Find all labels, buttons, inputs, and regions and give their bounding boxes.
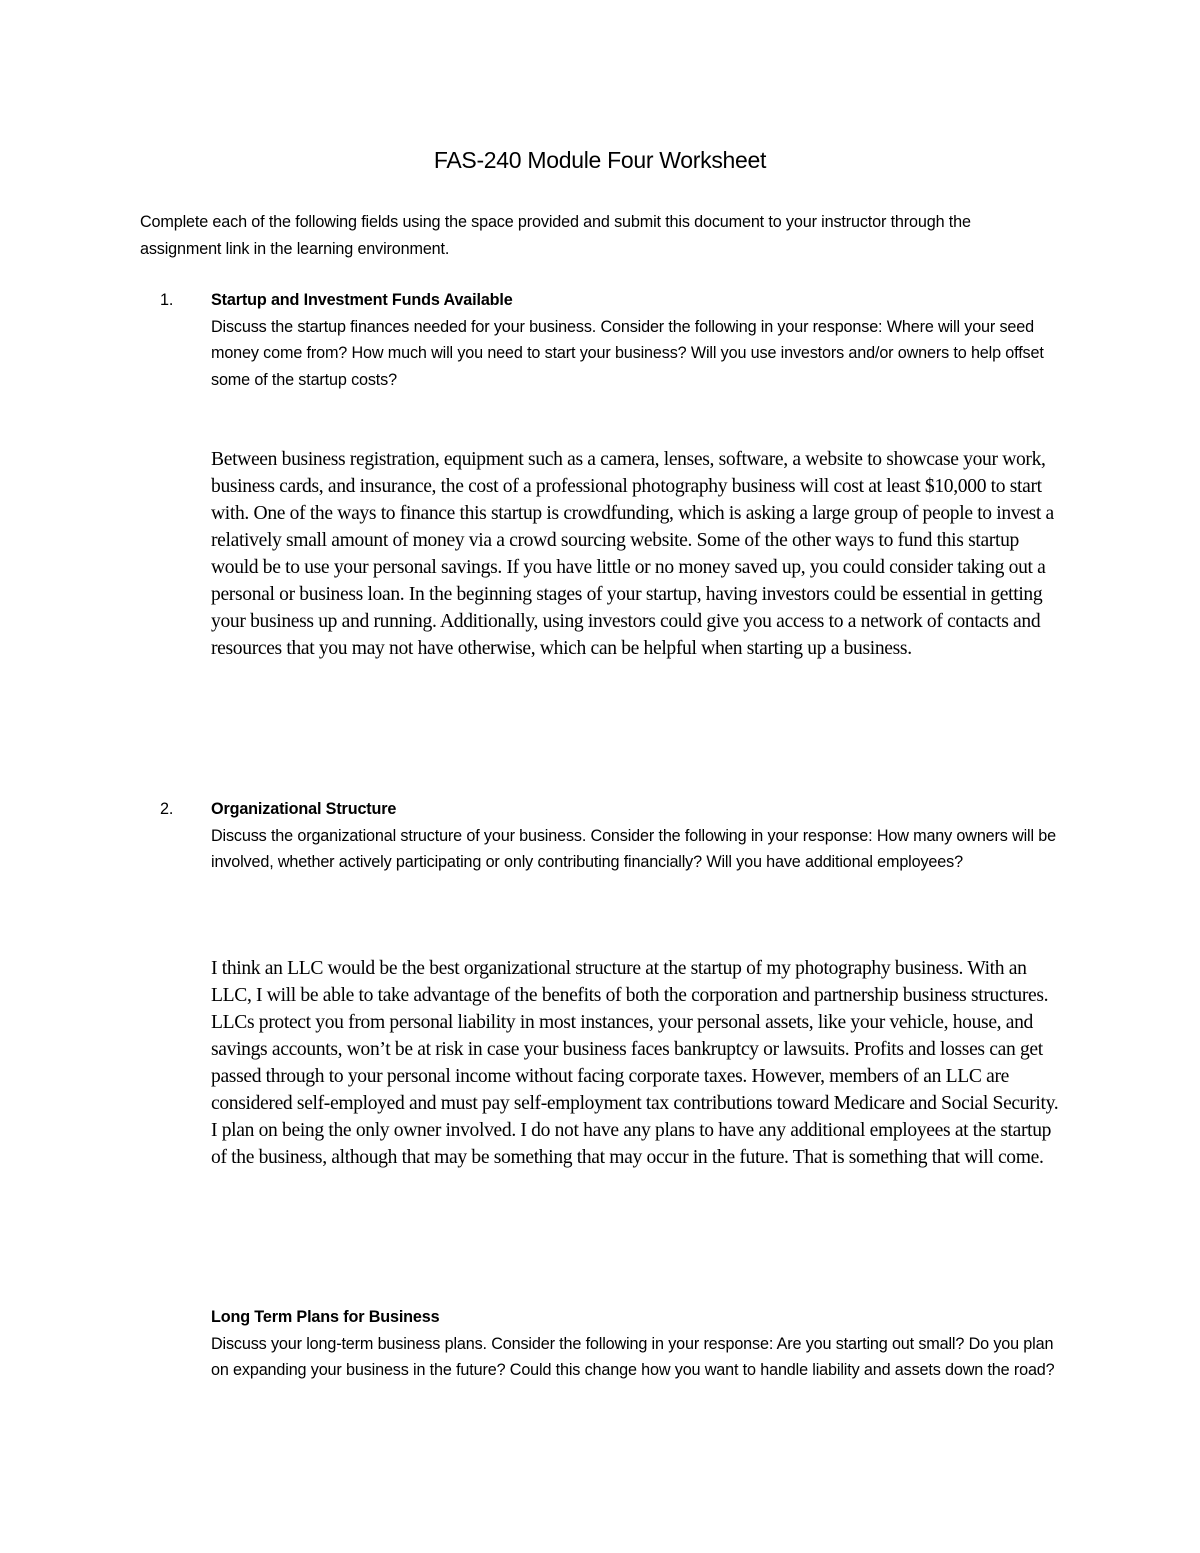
section-body	[211, 796, 1061, 876]
section-prompt: Discuss the startup finances needed for your business. Consider the following in your response: Where will your seed money come from? How much will you need to start your business? Will you use investors and/or owners to help offset some of the startup costs?	[211, 317, 1044, 389]
section-heading: Startup and Investment Funds Available	[211, 291, 513, 309]
section-prompt: Discuss the organizational structure of your business. Consider the following in your response: How many owners will be involved, whether actively participating or only contributing financially? Will you have additional employees?	[211, 826, 1056, 871]
answer-paragraph: I think an LLC would be the best organizational structure at the startup of my photography business. With an LLC, I will be able to take advantage of the benefits of both the corporation and partnership business structures. LLCs protect you from personal liability in most instances, your personal assets, like your vehicle, house, and savings accounts, won’t be at risk in case your business faces bankruptcy or lawsuits. Profits and losses can get passed through to your personal income without facing corporate taxes. However, members of an LLC are considered self-employed and must pay self-employment tax contributions toward Medicare and Social Security.	[211, 958, 1059, 1114]
intro-instructions: Complete each of the following fields using the space provided and submit this document to your instructor through the assignment link in the learning environment.	[140, 213, 971, 258]
answer-organizational-structure	[211, 955, 1061, 1171]
section-body	[211, 287, 1061, 393]
document-title: FAS-240 Module Four Worksheet	[433, 147, 767, 173]
section-number: 2.	[160, 800, 174, 818]
section-heading: Long Term Plans for Business	[211, 1308, 440, 1326]
answer-paragraph: I plan on being the only owner involved. I do not have any plans to have any additional employees at the startup of the business, although that may be something that may occur in the future. That is something that will come.	[211, 1120, 1052, 1168]
answer-startup-funds	[211, 446, 1061, 662]
section-prompt: Discuss your long-term business plans. Consider the following in your response: Are you starting out small? Do you plan on expanding your business in the future? Could this change how you want to handle liability and assets down the road?	[211, 1334, 1055, 1379]
section-number: 1.	[160, 291, 174, 309]
answer-paragraph: Between business registration, equipment such as a camera, lenses, software, a website to showcase your work, business cards, and insurance, the cost of a professional photography business will cost at least $10,000 to start with. One of the ways to finance this startup is crowdfunding, which is asking a large group of people to invest a relatively small amount of money via a crowd sourcing website. Some of the other ways to fund this startup would be to use your personal savings. If you have little or no money saved up, you could consider taking out a personal or business loan. In the beginning stages of your startup, having investors could be essential in getting your business up and running. Additionally, using investors could give you access to a network of contacts and resources that you may not have otherwise, which can be helpful when starting up a business.	[211, 449, 1054, 659]
section-long-term-plans	[211, 1304, 1061, 1384]
section-heading: Organizational Structure	[211, 800, 397, 818]
